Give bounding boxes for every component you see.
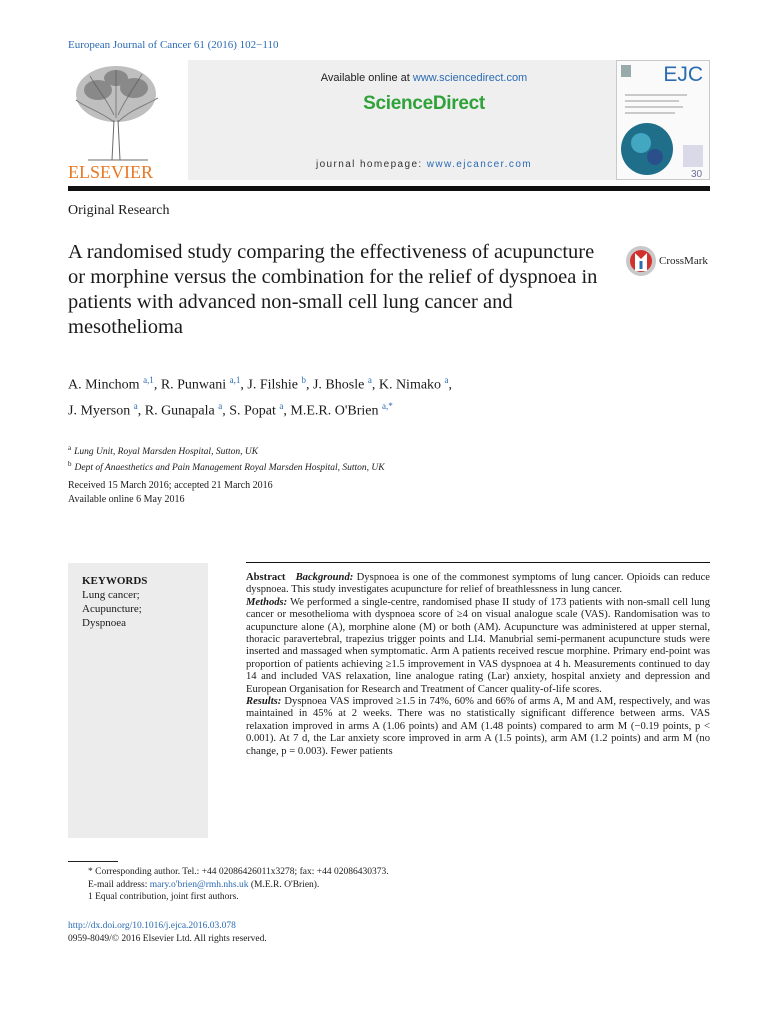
results-text: Dyspnoea VAS improved ≥1.5 in 74%, 60% and 66% of arms A, M and AM, respectively, and was maintained in 45% at 2 weeks. There was no statistically significant difference between arms. VAS relaxation improved in arms A (1.06 points) and AM (1.48 points) compared to arm M (−0.19 points, p < 0.001). At 7 d, the Lar anxiety score improved in arm A (1.5 points), arm AM (1.2 points) and arm M (no change, p = 0.003). Fewer patients <box>246 696 710 757</box>
abstract <box>246 572 710 758</box>
crossmark-badge[interactable] <box>625 245 715 279</box>
abstract-divider <box>246 562 710 563</box>
author-name: K. Nimako <box>378 377 442 393</box>
abstract-heading: Abstract <box>246 572 286 583</box>
affiliation-item: $^b$ Dept of Anaesthetics and Pain Management Royal Marsden Hospital, Sutton, UK <box>68 460 385 474</box>
methods-label: Methods: <box>246 596 288 608</box>
equal-contribution-note: 1 Equal contribution, joint first authors. <box>88 892 239 902</box>
footnotes <box>68 866 389 904</box>
author-name: R. Punwani <box>160 377 227 393</box>
journal-homepage-link[interactable]: www.ejcancer.com <box>426 159 533 170</box>
keyword-item: Dyspnoea <box>82 617 126 629</box>
author-affiliation-link[interactable]: a <box>367 375 372 385</box>
email-note <box>68 879 389 892</box>
online-date: Available online 6 May 2016 <box>68 494 185 505</box>
abstract-methods <box>246 597 710 696</box>
author-affiliation-link[interactable]: b <box>301 375 306 385</box>
publisher-name: ELSEVIER <box>68 162 153 180</box>
author-affiliation-link[interactable]: a <box>279 400 284 411</box>
methods-text: We performed a single-centre, randomised phase II study of 173 patients with non-small cell lung cancer or mesothelioma with dyspnoea score of ≥4 on visual analogue scale (VAS). Randomisation was to acupuncture alone (A), morphine alone (M) or both (AM). Acupuncture was administered at upper sternal, thoracic paravertebral, trapezius trigger points and LI4. Manubrial semi-permanent acupuncture studs were inserted and massaged when symptomatic. Arm A patients received rescue morphine. Primary end-point was proportion of patients achieving ≥1.5 improvement in VAS dyspnoea at 4 h. Measurements continued to day 14 and included VAS relaxation, line analogue rating (Lar) anxiety, hospital anxiety and depression and European Organisation for Research and Treatment of Cancer quality-of-life scores. <box>246 596 710 695</box>
results-label: Results: <box>246 696 282 708</box>
article-title: A randomised study comparing the effectiveness of acupuncture or morphine versus the combination for the relief of dyspnoea in patients with advanced non-small cell lung cancer and mesothelioma <box>68 241 598 338</box>
email-label: E-mail address: <box>88 879 150 890</box>
author-name: M.E.R. O'Brien <box>290 403 379 419</box>
doi-block <box>68 920 267 946</box>
abstract-results <box>246 696 710 758</box>
received-date: Received 15 March 2016; accepted 21 March 2016 <box>68 480 273 491</box>
footnote-divider <box>68 861 118 862</box>
journal-cover-thumbnail[interactable] <box>616 60 710 180</box>
doi-link[interactable]: http://dx.doi.org/10.1016/j.ejca.2016.03.078 <box>68 921 236 931</box>
corresponding-author-note: * Corresponding author. Tel.: +44 02086426011x3278; fax: +44 02086430373. <box>88 867 389 877</box>
crossmark-icon <box>625 245 657 277</box>
author-affiliation-link[interactable]: a,1 <box>229 375 241 385</box>
author-name: J. Myerson <box>68 403 131 419</box>
sciencedirect-link[interactable]: www.sciencedirect.com <box>412 72 528 84</box>
author-affiliation-link[interactable]: a <box>444 375 449 385</box>
journal-reference-link[interactable]: European Journal of Cancer 61 (2016) 102−110 <box>68 39 279 51</box>
keywords-box <box>68 563 208 838</box>
tree-icon <box>68 60 166 180</box>
author-name: J. Filshie <box>247 377 298 393</box>
background-label: Background: <box>295 572 354 583</box>
author-list: A. Minchom $^{a,1}$, R. Punwani $^{a,1}$, J. Filshie $^b$, J. Bhosle $^a$, K. Nimako $^a$, J. Myerson $^a$, R. Gunapala $^a$, S. Popat $^a$, M.E.R. O'Brien $^{a,*}$ <box>68 375 453 419</box>
svg-text:30: 30 <box>691 169 703 180</box>
email-suffix: (M.E.R. O'Brien). <box>248 879 320 890</box>
crossmark-label: CrossMark <box>659 255 708 267</box>
author-name: A. Minchom <box>68 377 140 393</box>
sciencedirect-logo[interactable]: ScienceDirect <box>363 93 485 114</box>
author-affiliation-link[interactable]: a,1 <box>143 375 154 385</box>
email-link[interactable]: mary.o'brien@rmh.nhs.uk <box>149 879 249 890</box>
journal-homepage-label: journal homepage: <box>315 159 427 170</box>
author-affiliation-link[interactable]: a <box>218 400 223 411</box>
keyword-item: Lung cancer; <box>82 589 140 601</box>
author-name: J. Bhosle <box>312 377 365 393</box>
article-dates <box>68 479 273 507</box>
available-online-line <box>188 72 660 84</box>
keywords-heading: KEYWORDS <box>82 575 148 587</box>
header-divider <box>68 186 710 191</box>
article-type: Original Research <box>68 203 170 218</box>
journal-cover-title: EJC <box>663 63 703 86</box>
background-text: Dyspnoea is one of the commonest symptoms of lung cancer. Opioids can reduce dyspnoea. This study investigates acupuncture for relief of breathlessness in lung cancer. <box>246 572 710 596</box>
author-name: R. Gunapala <box>144 403 215 419</box>
author-name: S. Popat <box>229 403 276 419</box>
affiliation-item: $^a$ Lung Unit, Royal Marsden Hospital, Sutton, UK <box>68 444 259 458</box>
available-online-label: Available online at <box>320 72 413 84</box>
abstract-background <box>246 572 710 597</box>
journal-homepage-line <box>188 159 660 170</box>
journal-header <box>68 60 710 180</box>
header-banner <box>188 60 660 180</box>
copyright-notice: 0959-8049/© 2016 Elsevier Ltd. All rights reserved. <box>68 934 267 944</box>
author-affiliation-link[interactable]: a <box>133 400 138 411</box>
keyword-item: Acupuncture; <box>82 603 142 615</box>
publisher-logo[interactable] <box>68 60 166 180</box>
author-affiliation-link[interactable]: a,* <box>381 400 393 411</box>
affiliations <box>68 442 385 474</box>
